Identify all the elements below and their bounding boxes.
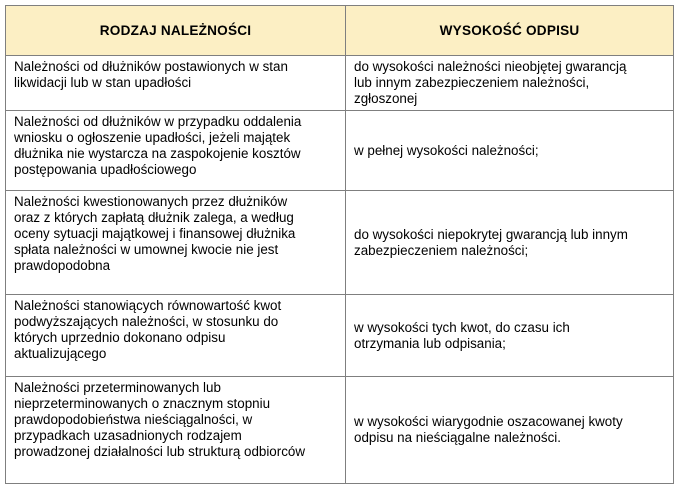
receivable-type-text: Należności od dłużników w przypadku oddalenia wniosku o ogłoszenie upadłości, jeżeli majątek dłużnika nie wystarcza na zaspokojenie kosztów postępowania upadłościowego [14,114,302,177]
receivable-type-text: Należności przeterminowanych lub nieprzeterminowanych o znacznym stopniu prawdopodobieństwa nieściągalności, w przypadkach uzasadnionych rodzajem prowadzonej działalności lub strukturą odbiorców [14,380,306,459]
table-row [6,191,674,295]
receivable-type-text: Należności stanowiących równowartość kwot podwyższających należności, w stosunku do których uprzednio dokonano odpisu aktualizującego [14,298,282,361]
table-header-row [6,6,674,56]
writeoff-amount-cell [346,295,674,377]
receivable-type-cell [6,111,346,191]
writeoff-amount-text: w wysokości wiarygodnie oszacowanej kwoty odpisu na nieściągalne należności. [354,414,623,445]
writeoff-amount-text: do wysokości należności nieobjętej gwarancją lub innym zabezpieczeniem należności, zgłoszonej [354,59,627,106]
receivable-type-cell [6,191,346,295]
writeoff-amount-text: do wysokości niepokrytej gwarancją lub innym zabezpieczeniem należności; [354,226,628,258]
writeoff-amount-text: w pełnej wysokości należności; [354,142,539,158]
receivable-type-cell [6,295,346,377]
writeoff-amount-text: w wysokości tych kwot, do czasu ich otrzymania lub odpisania; [354,319,570,351]
table-row [6,111,674,191]
header-writeoff-amount: WYSOKOŚĆ ODPISU [346,6,674,56]
receivables-table-container [5,5,673,483]
writeoff-amount-cell [346,377,674,484]
writeoff-amount-cell [346,56,674,111]
table-row [6,295,674,377]
header-receivable-type: RODZAJ NALEŻNOŚCI [6,6,346,56]
receivable-type-text: Należności od dłużników postawionych w stan likwidacji lub w stan upadłości [14,59,288,90]
receivable-type-text: Należności kwestionowanych przez dłużników oraz z których zapłatą dłużnik zalega, a według oceny sytuacji majątkowej i finansowej dłużnika spłata należności w umownej kwocie nie jest prawdopodobna [14,194,296,273]
writeoff-amount-cell [346,191,674,295]
receivable-type-cell [6,377,346,484]
writeoff-amount-cell [346,111,674,191]
table-row [6,377,674,484]
table-row [6,56,674,111]
receivable-type-cell [6,56,346,111]
receivables-writeoff-table [5,5,674,484]
